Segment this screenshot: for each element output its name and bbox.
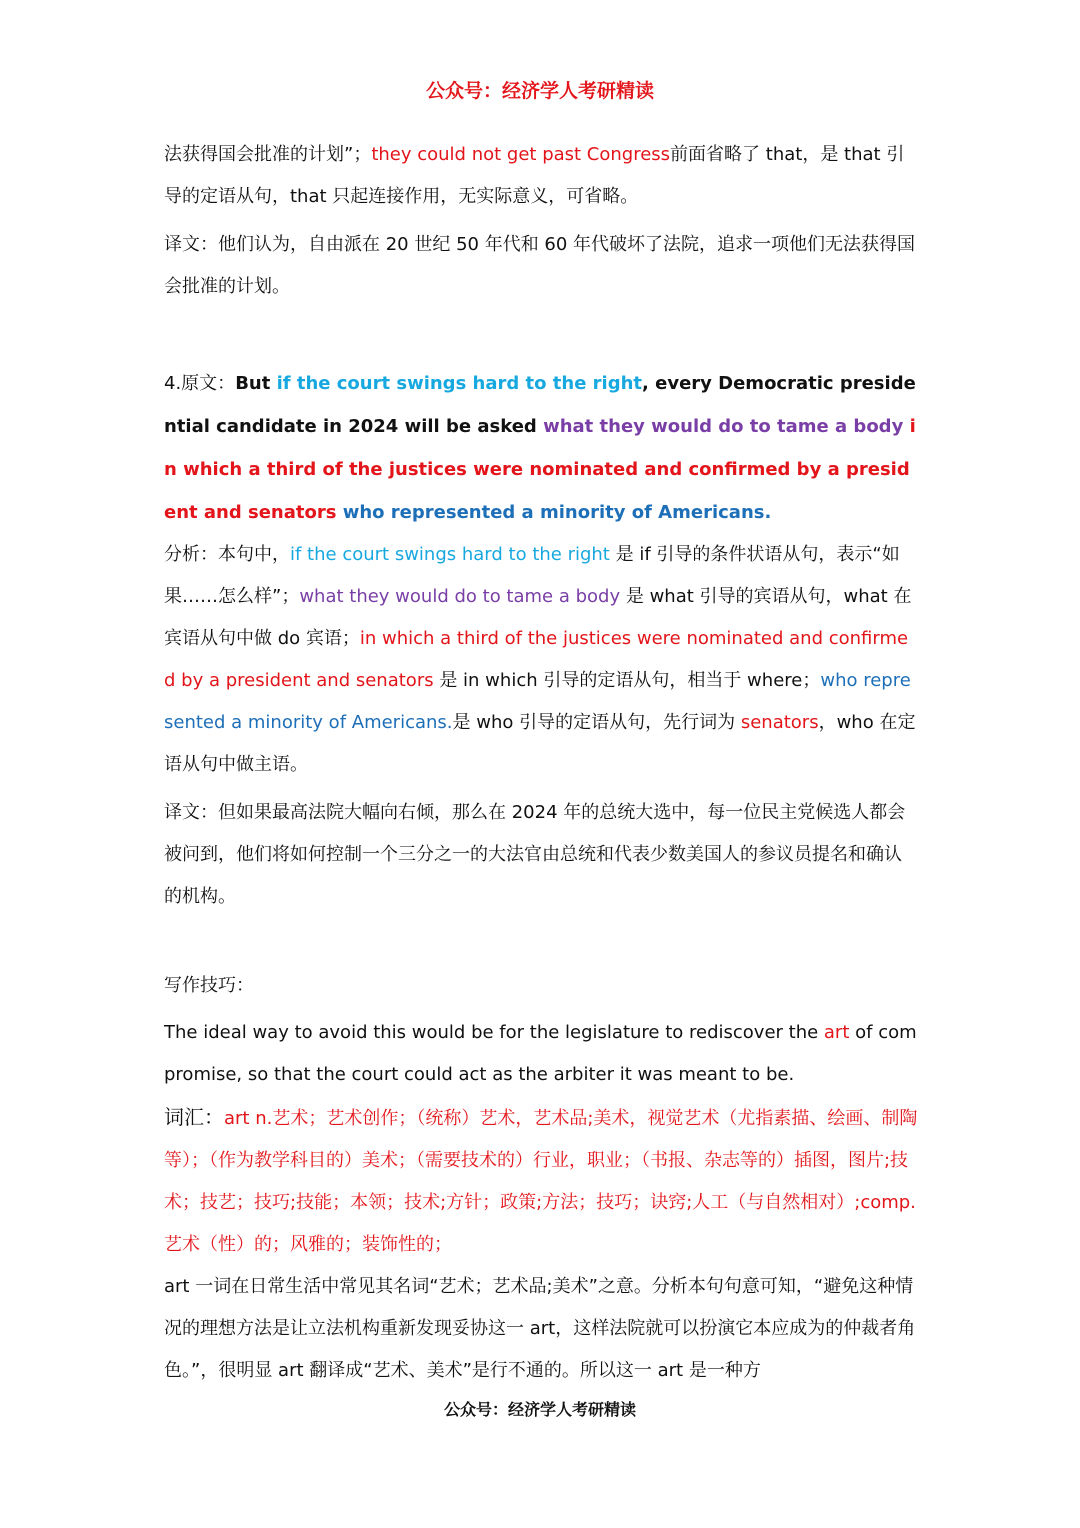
attributive-clause-in-which: in which a third of the justices were nominated and confirmed by a president and senators [164,416,916,523]
paragraph-vocabulary [164,1096,918,1266]
label-original: 4.原文： [164,373,236,394]
page-header: 公众号：经济学人考研精读 [425,80,654,102]
attributive-clause-who: who represented a minority of Americans. [164,670,911,733]
antecedent-word: senators [740,712,819,733]
text-segment: 法获得国会批准的计划”； [164,144,372,165]
text-segment: 分析：本句中， [164,544,290,565]
paragraph-art-analysis: art 一词在日常生活中常见其名词“艺术；艺术品;美术”之意。分析本句句意可知，“避免这种情况的理想方法是让立法机构重新发现妥协这一 art，这样法院就可以扮演它本应成为的仲裁者角色。”，很明显 art 翻译成“艺术、美术”是行不通的。所以这一 art 是一种方 [164,1276,916,1381]
text-segment: The ideal way to avoid this would be for the legislature to rediscover the [164,1022,824,1043]
paragraph-translation-1: 译文：他们认为，自由派在 20 世纪 50 年代和 60 年代破坏了法院，追求一项他们无法获得国会批准的计划。 [164,234,916,297]
text-segment: 是 in which 引导的定语从句，相当于 where； [433,670,821,691]
section-heading-writing: 写作技巧： [164,975,254,996]
text-segment: ，who 在定语从句中做主语。 [164,712,916,775]
label-vocabulary: 词汇： [164,1105,224,1129]
paragraph-translation-2: 译文：但如果最高法院大幅向右倾，那么在 2024 年的总统大选中，每一位民主党候选人都会被问到，他们将如何控制一个三分之一的大法官由总统和代表少数美国人的参议员提名和确认的机构。 [164,802,906,907]
text-segment: 前面省略了 that，是 that 引导的定语从句，that 只起连接作用，无实际意义，可省略。 [164,144,905,207]
attributive-clause-in-which: in which a third of the justices were nominated and confirmed by a president and senators [164,628,909,691]
object-clause: what they would do to tame a body [299,586,621,607]
vocabulary-definition: art n.艺术；艺术创作；（统称）艺术，艺术品;美术，视觉艺术（尤指素描、绘画、制陶等）；（作为教学科目的）美术；（需要技术的）行业，职业；（书报、杂志等的）插图，图片;技术；技艺；技巧;技能；本领；技术;方针；政策;方法；技巧；诀窍;人工（与自然相对）;comp.艺术（性）的；风雅的；装饰性的； [164,1108,918,1255]
page-footer: 公众号：经济学人考研精读 [443,1400,636,1419]
text-segment: of compromise, so that the court could act as the arbiter it was meant to be. [164,1022,917,1085]
paragraph-explanation [164,134,918,218]
text-segment: But [235,373,277,394]
conditional-clause: if the court swings hard to the right [290,544,610,565]
conditional-clause: if the court swings hard to the right [276,373,643,394]
text-segment: 是 who 引导的定语从句，先行词为 [452,712,741,733]
text-segment: , every Democratic presidential candidate in 2024 will be asked [164,373,916,437]
object-clause: what they would do to tame a body [543,416,904,437]
paragraph-analysis [164,534,918,786]
paragraph-original-4 [164,362,918,534]
document-body [164,134,918,1392]
text-segment: 是 if 引导的条件状语从句，表示“如果……怎么样”； [164,544,900,607]
paragraph-example-sentence [164,1012,918,1096]
keyword-art: art [823,1022,850,1043]
attributive-clause-who: who represented a minority of Americans. [336,502,772,523]
highlight-clause: they could not get past Congress [371,144,671,165]
text-segment: 是 what 引导的宾语从句，what 在宾语从句中做 do 宾语； [164,586,912,649]
